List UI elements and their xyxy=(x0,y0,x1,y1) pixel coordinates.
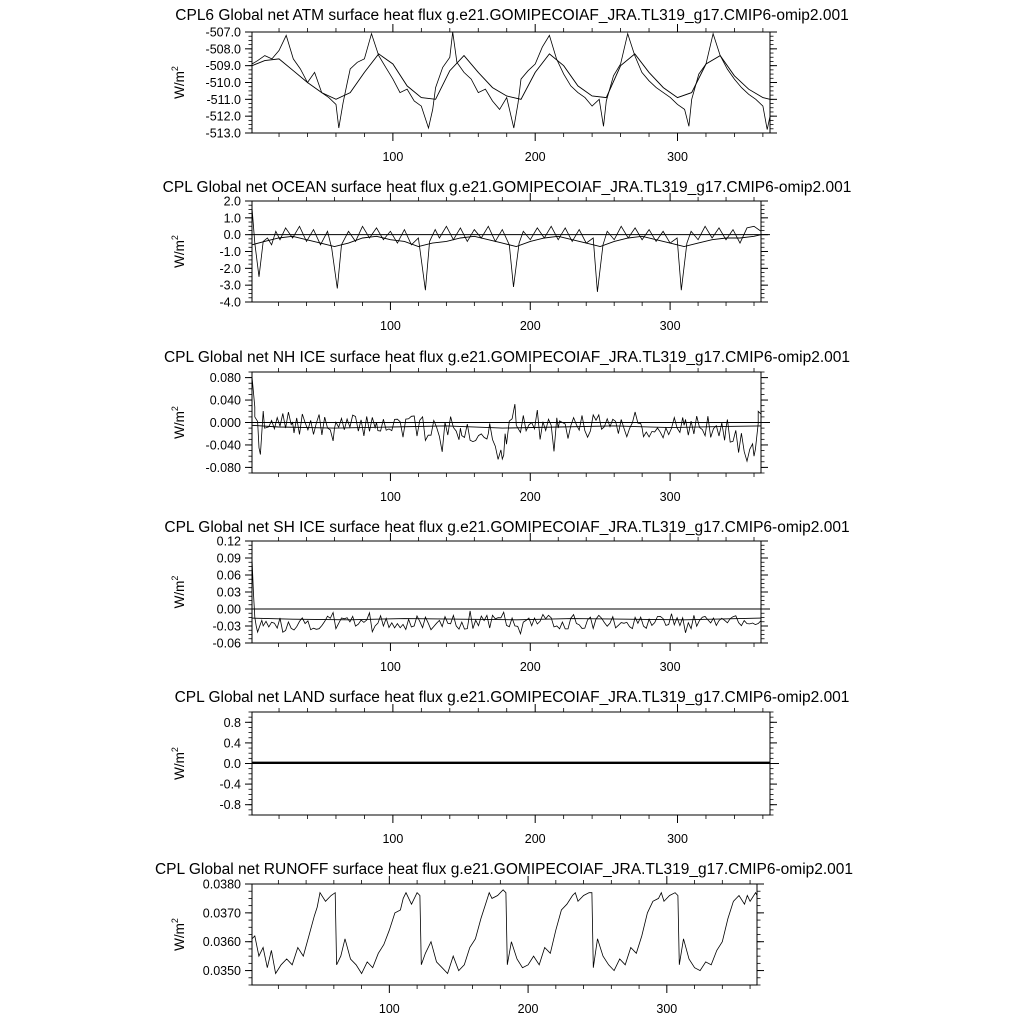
series-line-daily xyxy=(252,208,761,292)
y-tick-label: -509.0 xyxy=(205,59,241,74)
y-tick-label: -510.0 xyxy=(205,76,241,90)
series-line-daily xyxy=(252,32,770,130)
y-tick-label: 0.080 xyxy=(209,371,241,386)
chart-title: CPL Global net NH ICE surface heat flux g.e21.GOMIPECOIAF_JRA.TL319_g17.CMIP6-omip2.001 xyxy=(163,349,851,366)
x-tick-label: 100 xyxy=(382,832,404,846)
y-tick-label: -4.0 xyxy=(219,295,241,310)
y-axis-label xyxy=(170,235,187,268)
y-tick-label: 0.8 xyxy=(223,715,241,730)
chart-title: CPL Global net RUNOFF surface heat flux g.e21.GOMIPECOIAF_JRA.TL319_g17.CMIP6-omip2.001 xyxy=(154,861,854,878)
x-tick-label: 300 xyxy=(659,660,681,674)
y-tick-label: -2.0 xyxy=(219,261,241,276)
series-line-daily xyxy=(252,890,757,974)
chart-title: CPL6 Global net ATM surface heat flux g.e21.GOMIPECOIAF_JRA.TL319_g17.CMIP6-omip2.001 xyxy=(175,7,849,24)
y-tick-label: -0.8 xyxy=(219,798,241,813)
chart-panel-3 xyxy=(164,349,850,504)
y-tick-label: 0.040 xyxy=(209,393,241,408)
y-axis-label xyxy=(170,576,187,609)
y-axis-label-superscript: 2 xyxy=(170,575,180,581)
y-tick-label: 1.0 xyxy=(223,211,241,226)
plot-frame xyxy=(252,201,761,302)
y-tick-label: 0.0350 xyxy=(202,964,241,979)
x-tick-label: 200 xyxy=(524,832,546,846)
y-tick-label: 0.000 xyxy=(209,416,241,430)
y-axis-label-unit: W/m xyxy=(172,240,187,268)
x-tick-label: 200 xyxy=(519,490,541,504)
y-tick-label: 0.0380 xyxy=(202,877,241,892)
y-axis-label-unit: W/m xyxy=(172,923,187,951)
y-tick-label: -511.0 xyxy=(206,92,241,107)
x-tick-label: 200 xyxy=(519,319,541,333)
y-tick-label: -0.03 xyxy=(212,619,241,634)
y-tick-label: -0.040 xyxy=(205,438,241,453)
chart-title: CPL Global net SH ICE surface heat flux g.e21.GOMIPECOIAF_JRA.TL319_g17.CMIP6-omip2.001 xyxy=(164,519,850,536)
x-tick-label: 300 xyxy=(667,832,688,846)
y-tick-label: 0.06 xyxy=(216,568,241,583)
y-axis-label-unit: W/m xyxy=(172,580,187,609)
chart-title: CPL Global net LAND surface heat flux g.e21.GOMIPECOIAF_JRA.TL319_g17.CMIP6-omip2.001 xyxy=(174,689,850,706)
y-tick-label: 0.0 xyxy=(223,757,241,771)
y-tick-label: 0.03 xyxy=(216,585,241,600)
x-tick-label: 200 xyxy=(519,660,541,674)
series-line-daily xyxy=(252,558,761,634)
y-axis-label-unit: W/m xyxy=(172,411,187,439)
series-line-daily xyxy=(252,367,761,461)
chart-title: CPL Global net OCEAN surface heat flux g.e21.GOMIPECOIAF_JRA.TL319_g17.CMIP6-omip2.001 xyxy=(162,179,852,196)
y-axis-label xyxy=(170,66,187,99)
y-tick-label: 0.0 xyxy=(223,228,241,243)
y-tick-label: -512.0 xyxy=(205,109,241,124)
series-line-smoothed xyxy=(252,235,761,247)
y-axis-label-unit: W/m xyxy=(172,71,187,99)
x-tick-label: 100 xyxy=(380,490,401,504)
y-tick-label: -1.0 xyxy=(219,245,241,259)
y-tick-label: 0.4 xyxy=(223,736,241,751)
y-axis-label-superscript: 2 xyxy=(170,406,180,412)
series-line-smoothed xyxy=(252,54,770,99)
series-line-smoothed xyxy=(252,618,761,620)
y-tick-label: 0.09 xyxy=(216,551,241,566)
y-tick-label: 2.0 xyxy=(223,194,241,209)
x-tick-label: 200 xyxy=(524,150,546,164)
x-tick-label: 300 xyxy=(656,1002,678,1016)
y-tick-label: -0.4 xyxy=(219,777,241,792)
y-tick-label: -0.080 xyxy=(205,460,241,475)
chart-panel-2 xyxy=(163,179,852,333)
y-tick-label: -507.0 xyxy=(205,25,241,40)
y-tick-label: -508.0 xyxy=(205,42,241,57)
x-tick-label: 300 xyxy=(659,490,681,504)
y-axis-label-unit: W/m xyxy=(172,752,187,780)
x-tick-label: 100 xyxy=(380,319,401,333)
y-tick-label: -3.0 xyxy=(219,278,241,293)
y-tick-label: 0.0360 xyxy=(202,935,241,950)
y-tick-label: 0.12 xyxy=(216,534,241,549)
x-tick-label: 100 xyxy=(382,150,404,164)
x-tick-label: 300 xyxy=(667,150,688,164)
y-axis-label xyxy=(170,918,187,951)
x-tick-label: 100 xyxy=(378,1002,400,1016)
plot-frame xyxy=(252,32,770,133)
y-axis-label-superscript: 2 xyxy=(170,235,180,241)
y-tick-label: 0.00 xyxy=(216,602,241,617)
y-axis-label xyxy=(170,747,187,780)
y-axis-label xyxy=(170,406,187,439)
y-axis-label-superscript: 2 xyxy=(170,66,180,72)
chart-panel-4 xyxy=(164,519,849,674)
chart-panel-6 xyxy=(155,861,853,1016)
chart-panel-5 xyxy=(170,689,849,846)
y-tick-label: 0.0370 xyxy=(202,906,241,921)
y-tick-label: -0.06 xyxy=(212,636,241,651)
y-axis-label-superscript: 2 xyxy=(170,918,180,924)
y-tick-label: -513.0 xyxy=(205,126,241,141)
x-tick-label: 300 xyxy=(659,319,681,333)
chart-panel-1 xyxy=(170,7,849,164)
y-axis-label-superscript: 2 xyxy=(170,747,180,753)
x-tick-label: 100 xyxy=(380,660,401,674)
series-line-smoothed xyxy=(252,425,761,428)
x-tick-label: 200 xyxy=(517,1002,539,1016)
